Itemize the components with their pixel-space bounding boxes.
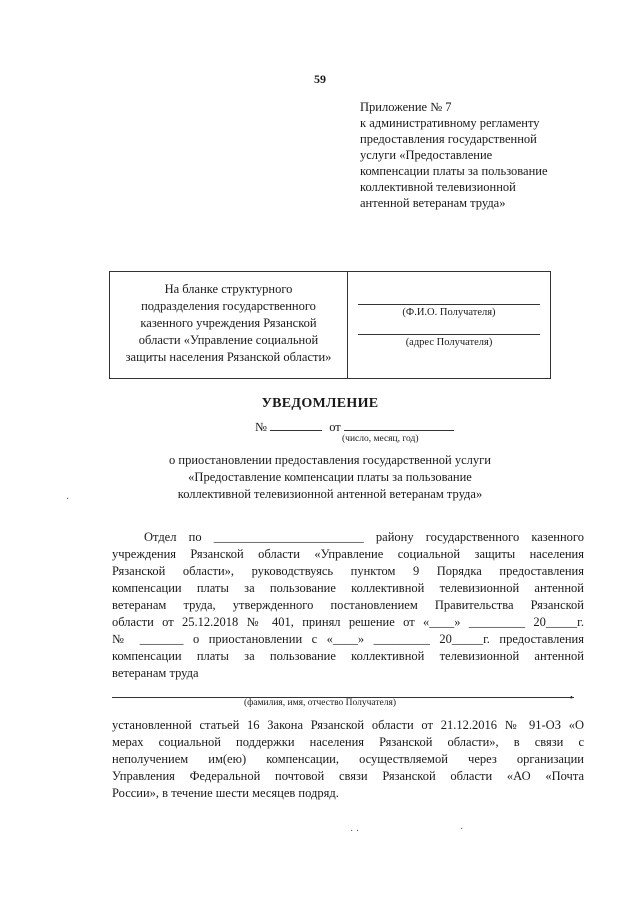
annex-line: коллективной телевизионной	[360, 180, 516, 194]
body-paragraph	[112, 529, 584, 682]
body-line: Отдел по ________________________ району государственного казенного	[144, 530, 584, 544]
body-line: № _______ о приостановлении с «____» _________ 20_____г. предоставления	[112, 632, 584, 646]
law-line: установленной статьей 16 Закона Рязанской области от 21.12.2016 № 91-ОЗ «О	[112, 718, 584, 732]
annex-line: компенсации платы за пользование	[360, 164, 548, 178]
page-number: 59	[314, 72, 326, 86]
date-prefix: от	[329, 420, 341, 434]
header-table	[109, 271, 551, 379]
annex-line: Приложение № 7	[360, 100, 452, 114]
annex-header	[360, 99, 610, 211]
law-paragraph	[112, 717, 584, 802]
date-blank	[344, 418, 454, 431]
body-line: учреждения Рязанской области «Управление социальной защиты населения	[112, 547, 584, 561]
org-line: казенного учреждения Рязанской	[140, 316, 317, 330]
law-line: Управления Федеральной почтовой связи Рязанской области «АО «Почта	[112, 769, 584, 783]
org-line: области «Управление социальной	[138, 333, 319, 347]
org-line: подразделения государственного	[141, 299, 316, 313]
body-line: ветеранам труда	[112, 666, 199, 680]
notice-subject	[60, 452, 600, 503]
annex-line: антенной ветеранам труда»	[360, 196, 506, 210]
recipient-name-line	[358, 304, 540, 305]
scan-speck: ·	[460, 824, 464, 835]
recipient-address-line	[358, 334, 540, 335]
subject-line: о приостановлении предоставления государственной услуги	[169, 453, 491, 467]
scan-speck: ·	[66, 494, 70, 505]
organization-cell	[110, 272, 348, 378]
annex-line: услуги «Предоставление	[360, 148, 493, 162]
org-line: На бланке структурного	[164, 282, 293, 296]
law-line: неполучением им(ею) компенсации, осуществляемой через организации	[112, 752, 584, 766]
body-line: Рязанской области», руководствуясь пунктом 9 Порядка предоставления	[112, 564, 584, 578]
notice-number-line	[255, 418, 454, 435]
fio-line-comma: ,	[570, 686, 573, 700]
number-prefix: №	[255, 420, 267, 434]
scan-speck: · ·	[350, 826, 360, 837]
recipient-name-caption: (Ф.И.О. Получателя)	[402, 307, 496, 318]
body-line: компенсации платы за пользование коллективной телевизионной антенной	[112, 649, 584, 663]
law-line: России», в течение шести месяцев подряд.	[112, 786, 339, 800]
annex-line: предоставления государственной	[360, 132, 537, 146]
body-line: области от 25.12.2018 № 401, принял решение от «____» _________ 20_____г.	[112, 615, 584, 629]
number-blank	[270, 418, 322, 431]
notice-title: УВЕДОМЛЕНИЕ	[261, 396, 379, 411]
annex-line: к административному регламенту	[360, 116, 540, 130]
recipient-address-caption: (адрес Получателя)	[405, 337, 493, 348]
body-line: компенсации платы за пользование коллективной телевизионной антенной	[112, 581, 584, 595]
date-hint: (число, месяц, год)	[342, 434, 419, 444]
recipient-fio-caption: (фамилия, имя, отчество Получателя)	[243, 698, 397, 708]
subject-line: коллективной телевизионной антенной ветеранам труда»	[177, 487, 483, 501]
law-line: мерах социальной поддержки населения Рязанской области», в связи с	[112, 735, 584, 749]
recipient-cell	[348, 272, 550, 378]
subject-line: «Предоставление компенсации платы за пользование	[188, 470, 472, 484]
org-line: защиты населения Рязанской области»	[125, 350, 332, 364]
body-line: ветеранам труда, утвержденного постановлением Правительства Рязанской	[112, 598, 584, 612]
